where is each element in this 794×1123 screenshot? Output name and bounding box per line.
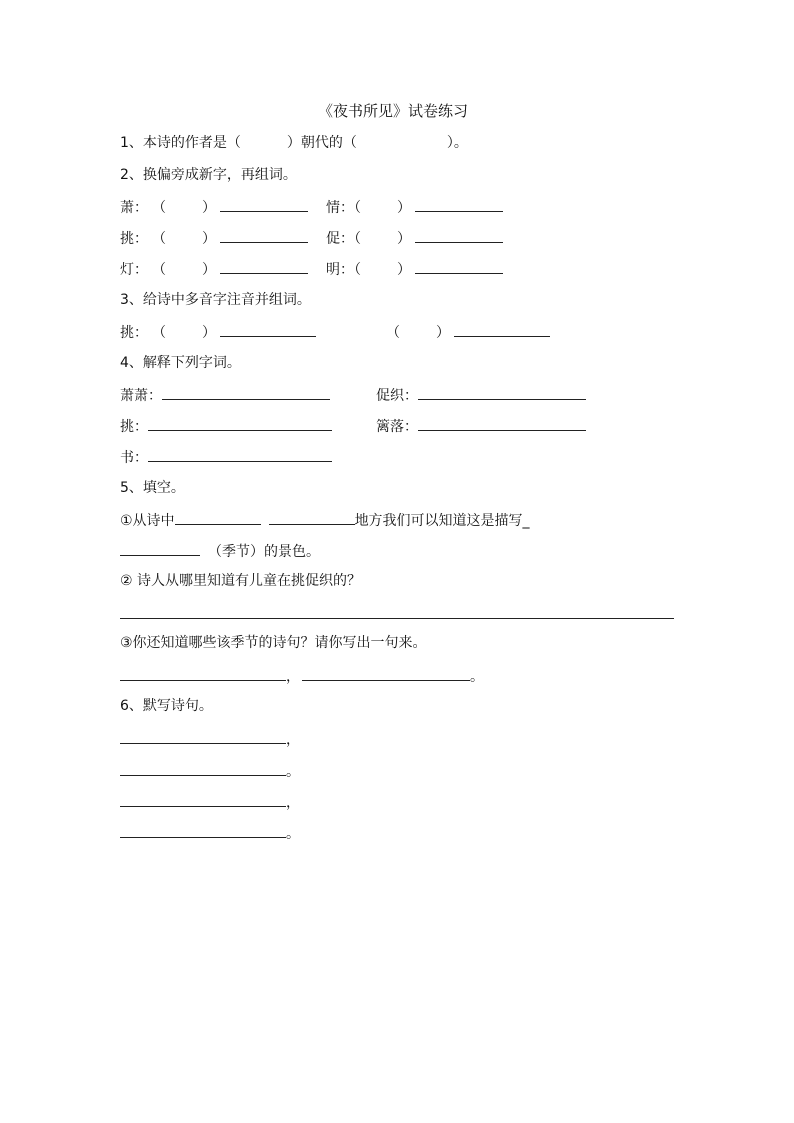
open-paren: （ <box>354 262 361 278</box>
q4-answer-blank[interactable] <box>418 385 586 400</box>
q5-poem-blank[interactable] <box>302 666 470 681</box>
q4-item-left <box>120 447 332 467</box>
q4-item-right <box>376 416 586 436</box>
q5-sub-3: ③你还知道哪些该季节的诗句？请你写出一句来。 <box>120 635 427 651</box>
q4-term: 篱落： <box>376 419 418 435</box>
q4-answer-blank[interactable] <box>148 447 332 462</box>
q4-term: 书： <box>120 450 148 466</box>
q4-term: 萧萧： <box>120 388 162 404</box>
q2-row-2 <box>120 228 503 248</box>
page-title: 《夜书所见》试卷练习 <box>318 102 469 120</box>
q4-item-right <box>376 385 586 405</box>
line-ending: ， <box>286 732 300 748</box>
q4-term: 促织： <box>376 388 418 404</box>
q2-char: 情： <box>326 200 354 216</box>
q4-answer-blank[interactable] <box>418 416 586 431</box>
q5-sub1-text-a: ①从诗中 <box>120 513 175 529</box>
q1-text-b: ）朝代的（ <box>286 135 357 151</box>
line-ending: 。 <box>286 826 300 842</box>
q2-word-blank[interactable] <box>220 197 308 212</box>
q6-poem-blank[interactable] <box>120 729 286 744</box>
q5-sub-1 <box>120 510 530 530</box>
question-5-heading: 5、填空。 <box>120 480 185 496</box>
question-6-heading: 6、默写诗句。 <box>120 698 213 714</box>
q2-char: 明： <box>326 262 354 278</box>
close-paren: ） <box>397 200 411 216</box>
q2-word-blank[interactable] <box>415 259 503 274</box>
open-paren: （ <box>152 231 166 247</box>
q5-blank[interactable] <box>269 510 355 525</box>
q4-answer-blank[interactable] <box>148 416 332 431</box>
q3-word-blank[interactable] <box>220 322 316 337</box>
question-3-heading: 3、给诗中多音字注音并组词。 <box>120 292 311 308</box>
q6-poem-blank[interactable] <box>120 761 286 776</box>
q2-char: 促： <box>326 231 354 247</box>
close-paren: ） <box>202 325 216 341</box>
q2-char: 灯： <box>120 262 148 278</box>
q6-line <box>120 792 300 812</box>
open-paren: （ <box>386 325 400 341</box>
q3-word-blank[interactable] <box>454 322 550 337</box>
question-1 <box>120 134 468 152</box>
q6-poem-blank[interactable] <box>120 792 286 807</box>
q1-text-a: 1、本诗的作者是（ <box>120 135 241 151</box>
open-paren: （ <box>354 231 361 247</box>
q4-term: 挑： <box>120 419 148 435</box>
close-paren: ） <box>436 325 450 341</box>
open-paren: （ <box>152 325 166 341</box>
q5-poem-blank[interactable] <box>120 666 286 681</box>
q5-sub-2: ② 诗人从哪里知道有儿童在挑促织的？ <box>120 573 361 589</box>
open-paren: （ <box>354 200 361 216</box>
q5-sub3-answer <box>120 666 484 686</box>
q2-word-blank[interactable] <box>220 228 308 243</box>
close-paren: ） <box>202 262 216 278</box>
close-paren: ） <box>202 231 216 247</box>
q1-text-c: ）。 <box>446 135 468 151</box>
line-ending: 。 <box>286 764 300 780</box>
q5-season-blank[interactable] <box>120 541 200 556</box>
q5-sub1-text-c: （季节）的景色。 <box>208 544 320 560</box>
line-ending: ， <box>286 795 300 811</box>
q3-char: 挑： <box>120 325 148 341</box>
q2-word-blank[interactable] <box>220 259 308 274</box>
q6-line <box>120 761 300 781</box>
open-paren: （ <box>152 200 166 216</box>
question-2-heading: 2、换偏旁成新字，再组词。 <box>120 167 297 183</box>
q2-word-blank[interactable] <box>415 197 503 212</box>
comma: ， <box>286 669 300 685</box>
q2-word-blank[interactable] <box>415 228 503 243</box>
q5-sub-1-cont <box>120 541 320 561</box>
q6-line <box>120 729 300 749</box>
q6-poem-blank[interactable] <box>120 823 286 838</box>
q2-char: 挑： <box>120 231 148 247</box>
close-paren: ） <box>202 200 216 216</box>
q2-char: 萧： <box>120 200 148 216</box>
close-paren: ） <box>397 231 411 247</box>
q5-sub1-text-b: 地方我们可以知道这是描写_ <box>354 513 530 529</box>
period: 。 <box>470 669 484 685</box>
q4-answer-blank[interactable] <box>162 385 330 400</box>
q3-row <box>120 322 550 342</box>
question-4-heading: 4、解释下列字词。 <box>120 355 241 371</box>
q4-item-left <box>120 416 332 436</box>
q2-row-1 <box>120 197 503 217</box>
q5-sub2-answer-line[interactable] <box>120 618 674 619</box>
q6-line <box>120 823 300 843</box>
q5-blank[interactable] <box>175 510 261 525</box>
close-paren: ） <box>397 262 411 278</box>
q4-item-left <box>120 385 330 405</box>
open-paren: （ <box>152 262 166 278</box>
q2-row-3 <box>120 259 503 279</box>
